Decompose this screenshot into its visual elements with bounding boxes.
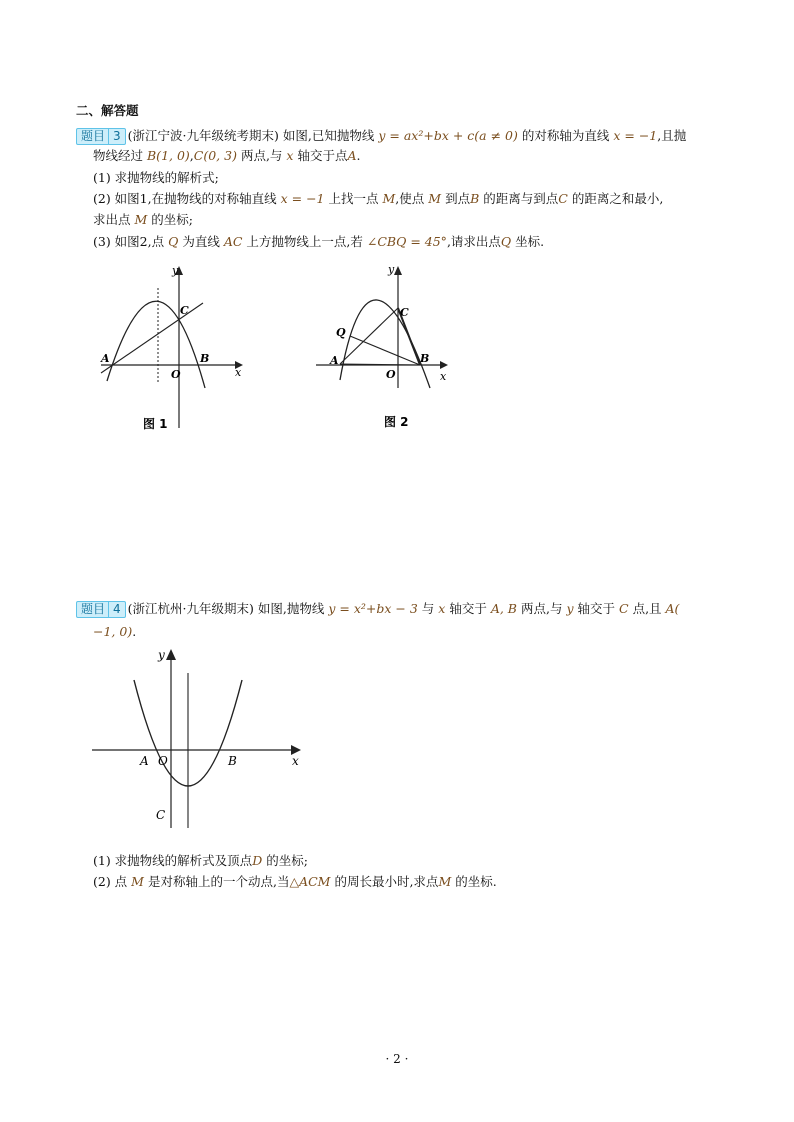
problem3-q2-cont: 求出点 M 的坐标; bbox=[93, 212, 194, 227]
fig2-label-o: O bbox=[386, 368, 396, 381]
figure-2 bbox=[312, 256, 462, 438]
fig1-label-b: B bbox=[200, 352, 210, 365]
problem3-line1: 题目 3 (浙江宁波·九年级统考期末) 如图,已知抛物线 y = ax²+bx + c(a ≠ 0) 的对称轴为直线 x = −1,且抛 bbox=[76, 128, 686, 145]
section-title: 二、解答题 bbox=[76, 103, 139, 118]
fig1-label-o: O bbox=[171, 368, 181, 381]
fig3-y-arrow bbox=[166, 649, 176, 660]
problem4-q2: (2) 点 M 是对称轴上的一个动点,当△ACM 的周长最小时,求点M 的坐标. bbox=[93, 874, 497, 889]
fig3-label-o: O bbox=[158, 754, 168, 768]
fig2-caption: 图 2 bbox=[384, 415, 409, 429]
fig2-line-ac bbox=[340, 308, 398, 364]
fig3-label-x: x bbox=[292, 754, 299, 768]
fig3-label-c: C bbox=[156, 808, 166, 822]
fig3-label-a: A bbox=[140, 754, 149, 768]
fig1-caption: 图 1 bbox=[143, 417, 168, 431]
figure-1 bbox=[95, 258, 255, 438]
problem4-line1: 题目 4 (浙江杭州·九年级期末) 如图,抛物线 y = x²+bx − 3 与 x 轴交于 A, B 两点,与 y 轴交于 C 点,且 A( bbox=[76, 601, 679, 618]
problem3-q3: (3) 如图2,点 Q 为直线 AC 上方抛物线上一点,若 ∠CBQ = 45°,请求出点Q 坐标. bbox=[93, 234, 545, 249]
fig2-label-c: C bbox=[400, 306, 409, 319]
problem3-badge: 题目 3 bbox=[76, 128, 126, 145]
problem4-q1: (1) 求抛物线的解析式及顶点D 的坐标; bbox=[93, 853, 308, 868]
fig2-label-q: Q bbox=[336, 326, 346, 339]
problem3-line2: 物线经过 B(1, 0),C(0, 3) 两点,与 x 轴交于点A. bbox=[93, 148, 361, 163]
fig2-x-arrow bbox=[440, 361, 448, 369]
fig1-parabola bbox=[107, 301, 205, 388]
problem3-q1: (1) 求抛物线的解析式; bbox=[93, 170, 219, 185]
problem4-line2: −1, 0). bbox=[93, 624, 137, 639]
page-number: · 2 · bbox=[385, 1052, 409, 1066]
fig2-label-a: A bbox=[330, 354, 339, 367]
fig1-label-y: y bbox=[172, 264, 179, 277]
fig2-label-x: x bbox=[440, 370, 447, 383]
fig1-label-c: C bbox=[180, 304, 189, 317]
problem4-badge: 题目 4 bbox=[76, 601, 126, 618]
fig3-label-y: y bbox=[158, 648, 165, 662]
fig2-label-b: B bbox=[420, 352, 430, 365]
fig3-label-b: B bbox=[228, 754, 237, 768]
fig1-label-a: A bbox=[101, 352, 110, 365]
fig1-label-x: x bbox=[235, 366, 242, 379]
problem3-q2: (2) 如图1,在抛物线的对称轴直线 x = −1 上找一点 M,使点 M 到点B 的距离与到点C 的距离之和最小, bbox=[93, 191, 664, 206]
fig2-y-arrow bbox=[394, 266, 402, 275]
fig2-parabola bbox=[340, 300, 430, 388]
fig2-label-y: y bbox=[388, 263, 395, 276]
figure-3 bbox=[88, 643, 310, 833]
